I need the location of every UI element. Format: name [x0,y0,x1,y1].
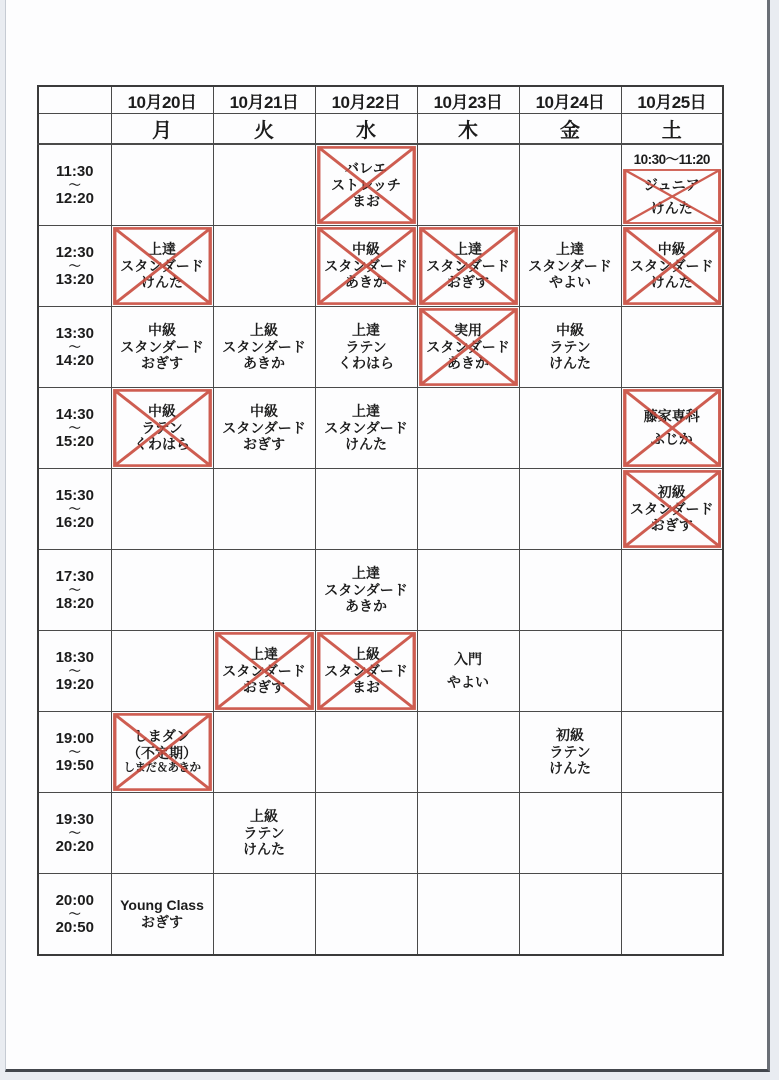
lesson-line: 上達 [555,240,584,257]
empty-cell [621,793,723,874]
time-end: 20:20 [55,838,94,856]
cancel-x-mark [317,146,416,224]
lesson-line: スタンダード [222,662,306,679]
lesson-line: 上級 [351,645,380,662]
time-end: 19:50 [55,757,94,775]
lesson-area [316,388,417,468]
lesson-cell-content [622,226,723,306]
empty-cell [213,144,315,226]
time-end: 14:20 [55,352,94,370]
empty-cell [111,793,213,874]
lesson-line: 中級 [351,240,380,257]
empty-cell [111,469,213,550]
lesson-line: 上級 [249,321,278,338]
lesson-cell [111,388,213,469]
lesson-line: スタンダード [222,419,306,436]
schedule-row [38,307,723,388]
lesson-text [447,645,489,697]
date-header: 10月25日 [621,86,723,114]
lesson-line: けんた [549,355,591,372]
lesson-text [222,403,305,453]
lesson-cell [315,631,417,712]
time-separator: 〜 [68,825,81,840]
lesson-cell-content [418,631,519,711]
cancel-x-mark [317,632,416,710]
lesson-line: 上達 [351,402,380,419]
empty-cell [111,550,213,631]
lesson-cell-content [520,226,621,306]
time-separator: 〜 [68,258,81,273]
lesson-cell-content [112,712,213,792]
day-header: 水 [315,114,417,145]
lesson-line: 入門 [454,651,482,668]
lesson-area [214,388,315,468]
time-label [38,388,111,469]
schedule-row [38,712,723,793]
lesson-cell-content [622,145,723,225]
time-start: 19:00 [55,729,94,747]
lesson-area [112,226,213,306]
lesson-line: あきか [344,274,387,291]
lesson-line: ラテン [243,824,285,841]
lesson-line: おぎす [446,274,489,291]
lesson-cell-content [622,469,723,549]
lesson-line: けんた [140,274,183,291]
lesson-cell [621,388,723,469]
lesson-line: おぎす [242,679,285,696]
lesson-cell-content [622,388,723,468]
lesson-cell [111,307,213,388]
time-separator: 〜 [68,744,81,759]
cancel-x-mark [623,227,722,305]
lesson-text [324,403,407,453]
lesson-cell [213,631,315,712]
lesson-area [622,469,723,549]
lesson-cell-content [316,550,417,630]
cancel-x-mark [113,713,212,791]
time-separator: 〜 [68,582,81,597]
lesson-cell-content [214,388,315,468]
lesson-line: スタンダード [120,338,204,355]
schedule-row [38,226,723,307]
lesson-line: けんた [650,199,693,216]
lesson-line: 中級 [147,321,176,338]
lesson-line: 藤家専科 [643,408,700,425]
date-row [38,86,723,114]
lesson-cell-content [214,307,315,387]
lesson-area [316,307,417,387]
lesson-line: スタンダード [426,338,510,355]
empty-cell [417,388,519,469]
lesson-line: 上達 [453,240,482,257]
time-start: 13:30 [55,324,94,342]
corner-cell [38,114,111,145]
time-label [38,144,111,226]
time-end: 18:20 [55,595,94,613]
schedule-row [38,874,723,956]
lesson-text [222,322,305,372]
time-separator: 〜 [68,663,81,678]
lesson-area [520,712,621,792]
schedule-row [38,144,723,226]
lesson-line: おぎす [242,436,285,453]
lesson-schedule-table [37,85,724,956]
date-header: 10月21日 [213,86,315,114]
lesson-cell [315,226,417,307]
date-header: 10月20日 [111,86,213,114]
empty-cell [213,469,315,550]
time-label [38,550,111,631]
lesson-line: くわはら [134,436,190,453]
time-label [38,226,111,307]
lesson-line: けんた [243,841,285,858]
time-separator: 〜 [68,906,81,921]
cancel-x-mark [215,632,314,710]
empty-cell [519,550,621,631]
lesson-line: あきか [446,355,489,372]
lesson-area [418,307,519,387]
lesson-cell-content [316,388,417,468]
lesson-line: スタンダード [528,257,612,274]
lesson-cell [417,226,519,307]
lesson-area [214,793,315,873]
lesson-area [520,226,621,306]
time-label [38,793,111,874]
lesson-area [418,631,519,711]
lesson-cell-content [418,307,519,387]
lesson-cell-content [520,307,621,387]
lesson-area [520,307,621,387]
cancel-x-mark [113,389,212,467]
lesson-line: 上達 [351,564,380,581]
lesson-line: ラテン [345,338,387,355]
lesson-line: 中級 [249,402,278,419]
lesson-text [120,322,203,372]
lesson-cell-content [520,712,621,792]
lesson-area [418,226,519,306]
lesson-line: ラテン [141,419,183,436]
time-start: 14:30 [55,405,94,423]
time-separator: 〜 [68,339,81,354]
time-separator: 〜 [68,501,81,516]
lesson-area [622,168,723,225]
lesson-line: 初級 [556,726,584,743]
early-time-note: 10:30〜11:20 [633,152,710,167]
lesson-area [112,874,213,954]
lesson-line: スタンダード [630,500,714,517]
empty-cell [417,144,519,226]
empty-cell [621,631,723,712]
lesson-line: 初級 [657,483,686,500]
lesson-cell-content [214,793,315,873]
cancel-x-mark [113,227,212,305]
lesson-cell [315,550,417,631]
empty-cell [213,226,315,307]
lesson-cell [621,469,723,550]
lesson-line: スタンダード [324,419,408,436]
lesson-cell [519,307,621,388]
time-separator: 〜 [68,177,81,192]
day-row [38,114,723,145]
time-end: 16:20 [55,514,94,532]
lesson-line: 上達 [147,240,176,257]
lesson-text [528,241,611,291]
day-header: 月 [111,114,213,145]
lesson-cell-content [418,226,519,306]
lesson-area [316,550,417,630]
lesson-cell-content [316,145,417,225]
lesson-line: けんた [549,760,591,777]
lesson-area [112,712,213,792]
lesson-line: まお [351,679,380,696]
time-separator: 〜 [68,420,81,435]
lesson-area [214,307,315,387]
lesson-cell [621,144,723,226]
time-label [38,874,111,956]
lesson-line: 中級 [148,402,176,419]
empty-cell [621,712,723,793]
time-end: 19:20 [55,676,94,694]
lesson-cell [519,712,621,793]
lesson-line: 上達 [249,645,278,662]
lesson-area [112,388,213,468]
lesson-line: Young Class [120,897,204,914]
lesson-cell [315,388,417,469]
empty-cell [315,469,417,550]
time-start: 20:00 [55,891,94,909]
lesson-text [549,322,591,372]
lesson-cell [111,874,213,956]
time-label [38,469,111,550]
lesson-cell [417,307,519,388]
time-label [38,307,111,388]
time-end: 20:50 [55,919,94,937]
lesson-cell [621,226,723,307]
lesson-cell [111,226,213,307]
lesson-cell [417,631,519,712]
lesson-cell [315,307,417,388]
time-label [38,631,111,712]
time-start: 15:30 [55,486,94,504]
lesson-cell-content [112,388,213,468]
lesson-line: やよい [548,274,591,291]
empty-cell [417,469,519,550]
time-start: 19:30 [55,810,94,828]
empty-cell [621,874,723,956]
empty-cell [315,793,417,874]
corner-cell [38,86,111,114]
lesson-line: しまダン [133,728,191,745]
lesson-area [622,388,723,468]
empty-cell [417,550,519,631]
lesson-line: 上達 [352,321,380,338]
lesson-cell [519,226,621,307]
cancel-x-mark [623,470,722,548]
day-header: 火 [213,114,315,145]
lesson-line: ジュニア [643,176,700,193]
lesson-area [316,631,417,711]
lesson-cell-content [112,874,213,954]
lesson-text [243,808,285,858]
lesson-line: まお [352,193,380,210]
lesson-area [214,631,315,711]
lesson-cell-content [112,307,213,387]
date-header: 10月23日 [417,86,519,114]
lesson-line: あきか [344,598,387,615]
lesson-line: （不定期） [127,745,197,762]
lesson-line: おぎす [650,517,693,534]
schedule-row [38,388,723,469]
paper-page [5,0,770,1072]
time-end: 15:20 [55,433,94,451]
lesson-cell-content [316,307,417,387]
lesson-cell [111,712,213,793]
day-header: 土 [621,114,723,145]
lesson-area [112,307,213,387]
empty-cell [519,631,621,712]
lesson-line: バレエ [345,159,387,176]
empty-cell [213,874,315,956]
empty-cell [213,712,315,793]
lesson-line: 実用 [453,321,482,338]
lesson-line: おぎす [140,914,183,930]
empty-cell [621,307,723,388]
lesson-cell [315,144,417,226]
empty-cell [417,712,519,793]
schedule-row [38,631,723,712]
time-end: 12:20 [55,190,94,208]
lesson-cell [213,307,315,388]
empty-cell [111,631,213,712]
lesson-area [622,226,723,306]
lesson-cell-content [214,631,315,711]
lesson-line: ふじか [650,431,693,447]
lesson-line: ラテン [549,743,591,760]
cancel-x-mark [623,169,722,224]
lesson-text [120,897,204,931]
schedule-row [38,793,723,874]
lesson-line: おぎす [140,355,183,372]
lesson-cell-content [112,226,213,306]
lesson-line: スタンダード [630,257,714,274]
lesson-line: ラテン [549,338,591,355]
time-start: 18:30 [55,648,94,666]
lesson-line: くわはら [338,355,394,372]
lesson-text [549,727,591,777]
empty-cell [315,712,417,793]
schedule-row [38,550,723,631]
lesson-text [338,322,394,372]
empty-cell [315,874,417,956]
empty-cell [519,144,621,226]
lesson-line: 上級 [250,807,278,824]
empty-cell [519,874,621,956]
empty-cell [213,550,315,631]
empty-cell [417,793,519,874]
lesson-cell [213,793,315,874]
lesson-line: けんた [344,436,387,453]
lesson-line: やよい [447,674,489,690]
lesson-line: スタンダード [120,257,204,274]
lesson-cell-content [316,631,417,711]
lesson-line: スタンダード [324,257,408,274]
time-label [38,712,111,793]
lesson-line: スタンダード [222,338,306,355]
empty-cell [519,793,621,874]
lesson-line: 中級 [657,240,686,257]
day-header: 木 [417,114,519,145]
lesson-area [316,226,417,306]
empty-cell [519,388,621,469]
cancel-x-mark [623,389,722,467]
day-header: 金 [519,114,621,145]
lesson-area [316,145,417,225]
lesson-line: あきか [242,355,285,372]
cancel-x-mark [317,227,416,305]
lesson-cell-content [316,226,417,306]
lesson-cell [213,388,315,469]
lesson-line: けんた [650,274,693,291]
empty-cell [417,874,519,956]
lesson-line: 中級 [556,321,584,338]
cancel-x-mark [419,227,518,305]
empty-cell [621,550,723,631]
lesson-line: スタンダード [324,581,408,598]
date-header: 10月24日 [519,86,621,114]
time-start: 11:30 [55,162,94,180]
time-start: 17:30 [55,567,94,585]
lesson-text [324,565,407,615]
lesson-line: ストレッチ [331,176,401,193]
cancel-x-mark [419,308,518,386]
empty-cell [519,469,621,550]
time-end: 13:20 [55,271,94,289]
date-header: 10月22日 [315,86,417,114]
lesson-line: スタンダード [426,257,510,274]
lesson-line: スタンダード [324,662,408,679]
empty-cell [111,144,213,226]
schedule-row [38,469,723,550]
lesson-line: しまだ＆あきか [123,761,201,774]
time-start: 12:30 [55,243,94,261]
